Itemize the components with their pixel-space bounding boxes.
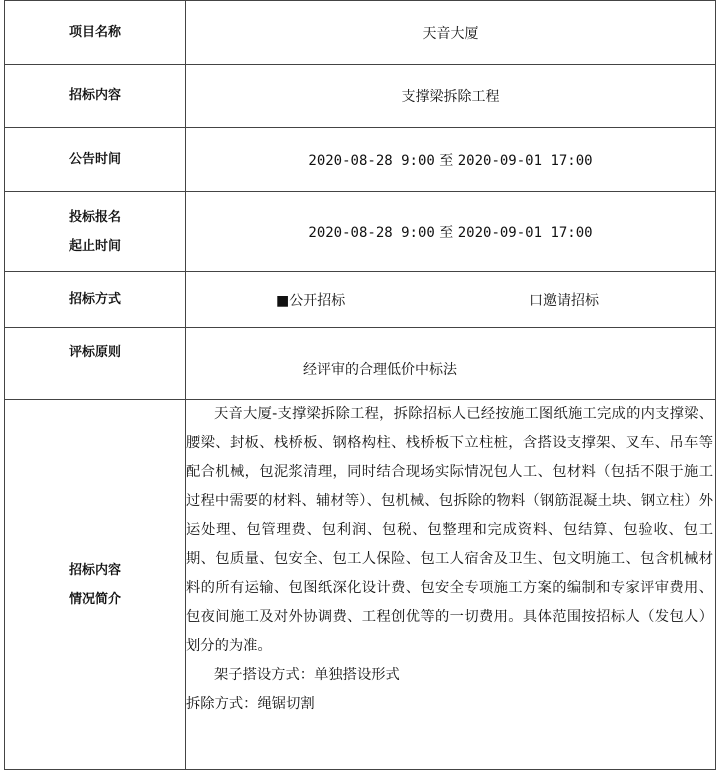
summary-label	[5, 400, 186, 770]
bid-content-row	[5, 65, 716, 128]
project-name-label: 项目名称	[5, 1, 186, 65]
bid-content-value: 支撑梁拆除工程	[186, 65, 716, 128]
summary-label-line2: 情况简介	[68, 591, 121, 607]
announcement-time-label: 公告时间	[5, 128, 186, 192]
summary-paragraph-2: 架子搭设方式：单独搭设形式	[214, 667, 400, 683]
evaluation-value: 经评审的合理低价中标法	[186, 328, 716, 400]
bid-method-label: 招标方式	[5, 272, 186, 328]
project-name-value: 天音大厦	[186, 1, 716, 65]
registration-time-value	[186, 192, 716, 272]
summary-paragraph-3: 拆除方式：绳锯切割	[186, 696, 315, 712]
summary-label-line1: 招标内容	[68, 562, 121, 578]
bid-method-value	[186, 272, 716, 328]
announcement-time-row	[5, 128, 716, 192]
summary-content	[186, 400, 716, 770]
registration-time-row	[5, 192, 716, 272]
summary-row	[5, 400, 716, 770]
announcement-start: 2020-08-28 9:00	[308, 152, 435, 169]
registration-end: 2020-09-01 17:00	[457, 224, 593, 241]
evaluation-label: 评标原则	[5, 328, 186, 400]
summary-paragraph-1: 天音大厦-支撑梁拆除工程，拆除招标人已经按施工图纸施工完成的内支撑梁、腰梁、封板、栈桥板、钢格构柱、栈桥板下立柱桩，含搭设支撑架、叉车、吊车等配合机械，包泥浆清理，同时结合现场实际情况包人工、包材料（包括不限于施工过程中需要的材料、辅材等）、包机械、包拆除的物料（钢筋混凝土块、钢立柱）外运处理、包管理费、包利润、包税、包整理和完成资料、包结算、包验收、包工期、包质量、包安全、包工人保险、包工人宿舍及卫生、包文明施工、包含机械材料的所有运输、包图纸深化设计费、包安全专项施工方案的编制和专家评审费用、包夜间施工及对外协调费、工程创优等的一切费用。具体范围按招标人（发包人）划分的为准。	[186, 406, 713, 654]
registration-label-line2: 起止时间	[68, 238, 121, 254]
invited-bidding-option: 口邀请招标	[529, 292, 599, 309]
evaluation-row	[5, 328, 716, 400]
announcement-to: 至	[439, 152, 454, 169]
bid-method-row	[5, 272, 716, 328]
registration-time-label	[5, 192, 186, 272]
bid-content-label: 招标内容	[5, 65, 186, 128]
announcement-time-value	[186, 128, 716, 192]
bid-info-table	[4, 0, 716, 770]
project-name-row	[5, 1, 716, 65]
registration-label-line1: 投标报名	[68, 209, 121, 225]
announcement-end: 2020-09-01 17:00	[457, 152, 593, 169]
open-bidding-option: ■公开招标	[276, 292, 346, 309]
registration-to: 至	[439, 224, 454, 241]
registration-start: 2020-08-28 9:00	[308, 224, 435, 241]
